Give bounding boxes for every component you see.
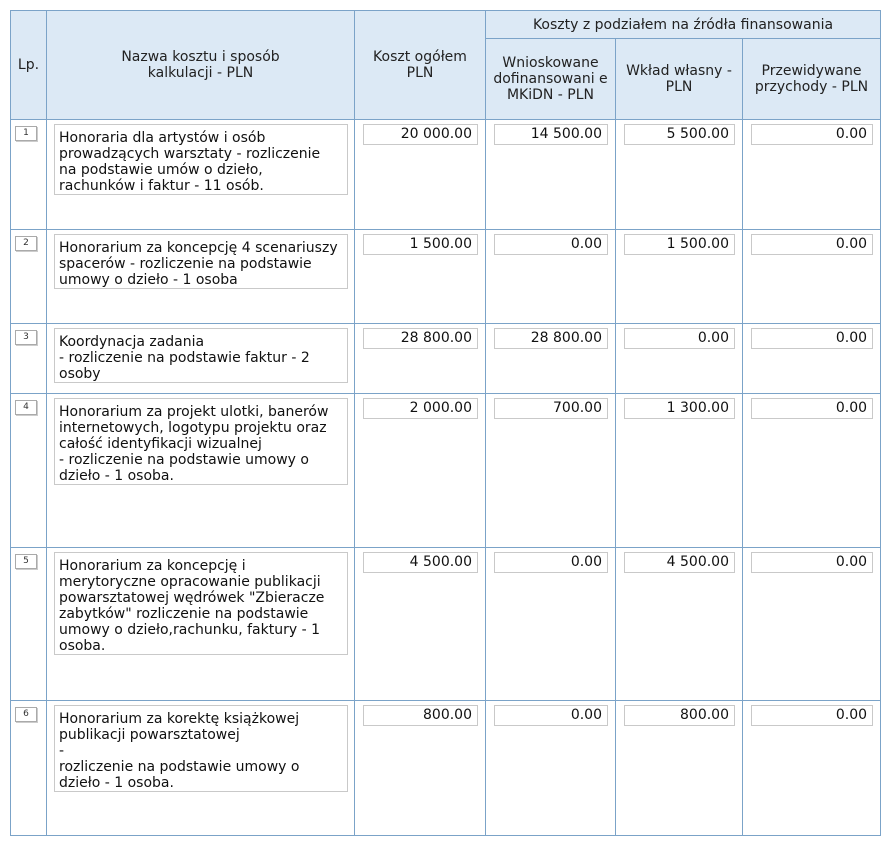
- cost-description-field[interactable]: Koordynacja zadania - rozliczenie na podstawie faktur - 2 osoby: [54, 328, 348, 383]
- header-expected-revenue: Przewidywane przychody - PLN: [743, 39, 881, 120]
- row-number: 2: [15, 236, 37, 251]
- row-number: 6: [15, 707, 37, 722]
- requested-amount-field[interactable]: 0.00: [494, 552, 608, 573]
- budget-table: [10, 10, 881, 836]
- expected-revenue-field[interactable]: 0.00: [751, 234, 873, 255]
- expected-revenue-field[interactable]: 0.00: [751, 124, 873, 145]
- table-row: [11, 394, 881, 548]
- expected-revenue-field[interactable]: 0.00: [751, 705, 873, 726]
- row-number: 4: [15, 400, 37, 415]
- own-contribution-field[interactable]: 4 500.00: [624, 552, 735, 573]
- header-financing-group: Koszty z podziałem na źródła finansowania: [486, 11, 881, 39]
- header-cost-name: Nazwa kosztu i sposób kalkulacji - PLN: [47, 11, 355, 120]
- table-row: [11, 324, 881, 394]
- header-requested: Wnioskowane dofinansowani e MKiDN - PLN: [486, 39, 616, 120]
- expected-revenue-field[interactable]: 0.00: [751, 552, 873, 573]
- own-contribution-field[interactable]: 800.00: [624, 705, 735, 726]
- row-number: 3: [15, 330, 37, 345]
- own-contribution-field[interactable]: 1 300.00: [624, 398, 735, 419]
- cost-description-field[interactable]: Honorarium za koncepcję 4 scenariuszy spacerów - rozliczenie na podstawie umowy o dzieło - 1 osoba: [54, 234, 348, 289]
- expected-revenue-field[interactable]: 0.00: [751, 398, 873, 419]
- requested-amount-field[interactable]: 14 500.00: [494, 124, 608, 145]
- table-row: [11, 701, 881, 836]
- own-contribution-field[interactable]: 1 500.00: [624, 234, 735, 255]
- total-cost-field[interactable]: 1 500.00: [363, 234, 478, 255]
- cost-description-field[interactable]: Honoraria dla artystów i osób prowadzących warsztaty - rozliczenie na podstawie umów o dzieło, rachunków i faktur - 11 osób.: [54, 124, 348, 195]
- header-own-contribution: Wkład własny - PLN: [616, 39, 743, 120]
- requested-amount-field[interactable]: 0.00: [494, 234, 608, 255]
- requested-amount-field[interactable]: 700.00: [494, 398, 608, 419]
- cost-description-field[interactable]: Honorarium za projekt ulotki, banerów internetowych, logotypu projektu oraz całość identyfikacji wizualnej - rozliczenie na podstawie umowy o dzieło - 1 osoba.: [54, 398, 348, 485]
- table-row: [11, 230, 881, 324]
- total-cost-field[interactable]: 4 500.00: [363, 552, 478, 573]
- own-contribution-field[interactable]: 5 500.00: [624, 124, 735, 145]
- header-lp: Lp.: [11, 11, 47, 120]
- row-number: 5: [15, 554, 37, 569]
- total-cost-field[interactable]: 28 800.00: [363, 328, 478, 349]
- total-cost-field[interactable]: 800.00: [363, 705, 478, 726]
- total-cost-field[interactable]: 2 000.00: [363, 398, 478, 419]
- row-number: 1: [15, 126, 37, 141]
- cost-description-field[interactable]: Honorarium za korektę książkowej publikacji powarsztatowej - rozliczenie na podstawie umowy o dzieło - 1 osoba.: [54, 705, 348, 792]
- cost-description-field[interactable]: Honorarium za koncepcję i merytoryczne opracowanie publikacji powarsztatowej wędrówek "Zbieracze zabytków" rozliczenie na podstawie umowy o dzieło,rachunku, faktury - 1 osoba.: [54, 552, 348, 655]
- expected-revenue-field[interactable]: 0.00: [751, 328, 873, 349]
- table-row: [11, 120, 881, 230]
- table-row: [11, 548, 881, 701]
- requested-amount-field[interactable]: 0.00: [494, 705, 608, 726]
- header-total-cost: Koszt ogółem PLN: [355, 11, 486, 120]
- total-cost-field[interactable]: 20 000.00: [363, 124, 478, 145]
- own-contribution-field[interactable]: 0.00: [624, 328, 735, 349]
- requested-amount-field[interactable]: 28 800.00: [494, 328, 608, 349]
